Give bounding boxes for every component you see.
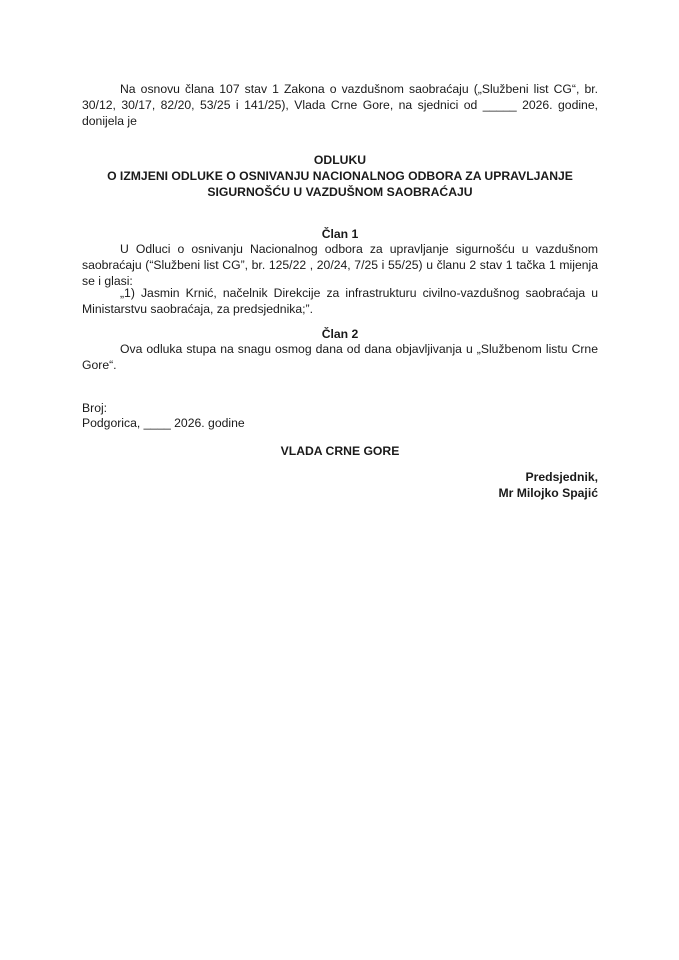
- decision-title: [82, 152, 598, 200]
- title-line-1: ODLUKU: [313, 153, 367, 167]
- place-and-date: Podgorica, ____ 2026. godine: [82, 416, 245, 430]
- article-1-text: U Odluci o osnivanju Nacionalnog odbora za upravljanje sigurnošću u vazdušnom saobraćaju (“Službeni list CG”, br. 125/22 , 20/24, 7/25 i 55/25) u članu 2 stav 1 tačka 1 mijenja se i glasi:: [82, 242, 598, 288]
- article-1-quote: „1) Jasmin Krnić, načelnik Direkcije za infrastrukturu civilno-vazdušnog saobraćaja u Ministarstvu saobraćaja, za predsjednika;”.: [82, 286, 598, 316]
- title-line-2: O IZMJENI ODLUKE O OSNIVANJU NACIONALNOG ODBORA ZA UPRAVLJANJE: [107, 169, 573, 183]
- document-number-label: Broj:: [82, 401, 108, 415]
- preamble-paragraph: Na osnovu člana 107 stav 1 Zakona o vazdušnom saobraćaju („Službeni list CG“, br. 30/12, 30/17, 82/20, 53/25 i 141/25), Vlada Crne Gore, na sjednici od _____ 2026. godine, donijela je: [82, 82, 598, 128]
- article-1-heading: Član 1: [321, 227, 359, 241]
- signature-block: [438, 469, 598, 501]
- signer-title: Predsjednik,: [525, 470, 598, 484]
- signer-name: Mr Milojko Spajić: [498, 486, 598, 500]
- title-line-3: SIGURNOŠĆU U VAZDUŠNOM SAOBRAĆAJU: [207, 185, 473, 199]
- government-name: VLADA CRNE GORE: [280, 444, 400, 458]
- article-2-text: Ova odluka stupa na snagu osmog dana od dana objavljivanja u „Službenom listu Crne Gore“.: [82, 342, 598, 372]
- article-2-heading: Član 2: [321, 327, 359, 341]
